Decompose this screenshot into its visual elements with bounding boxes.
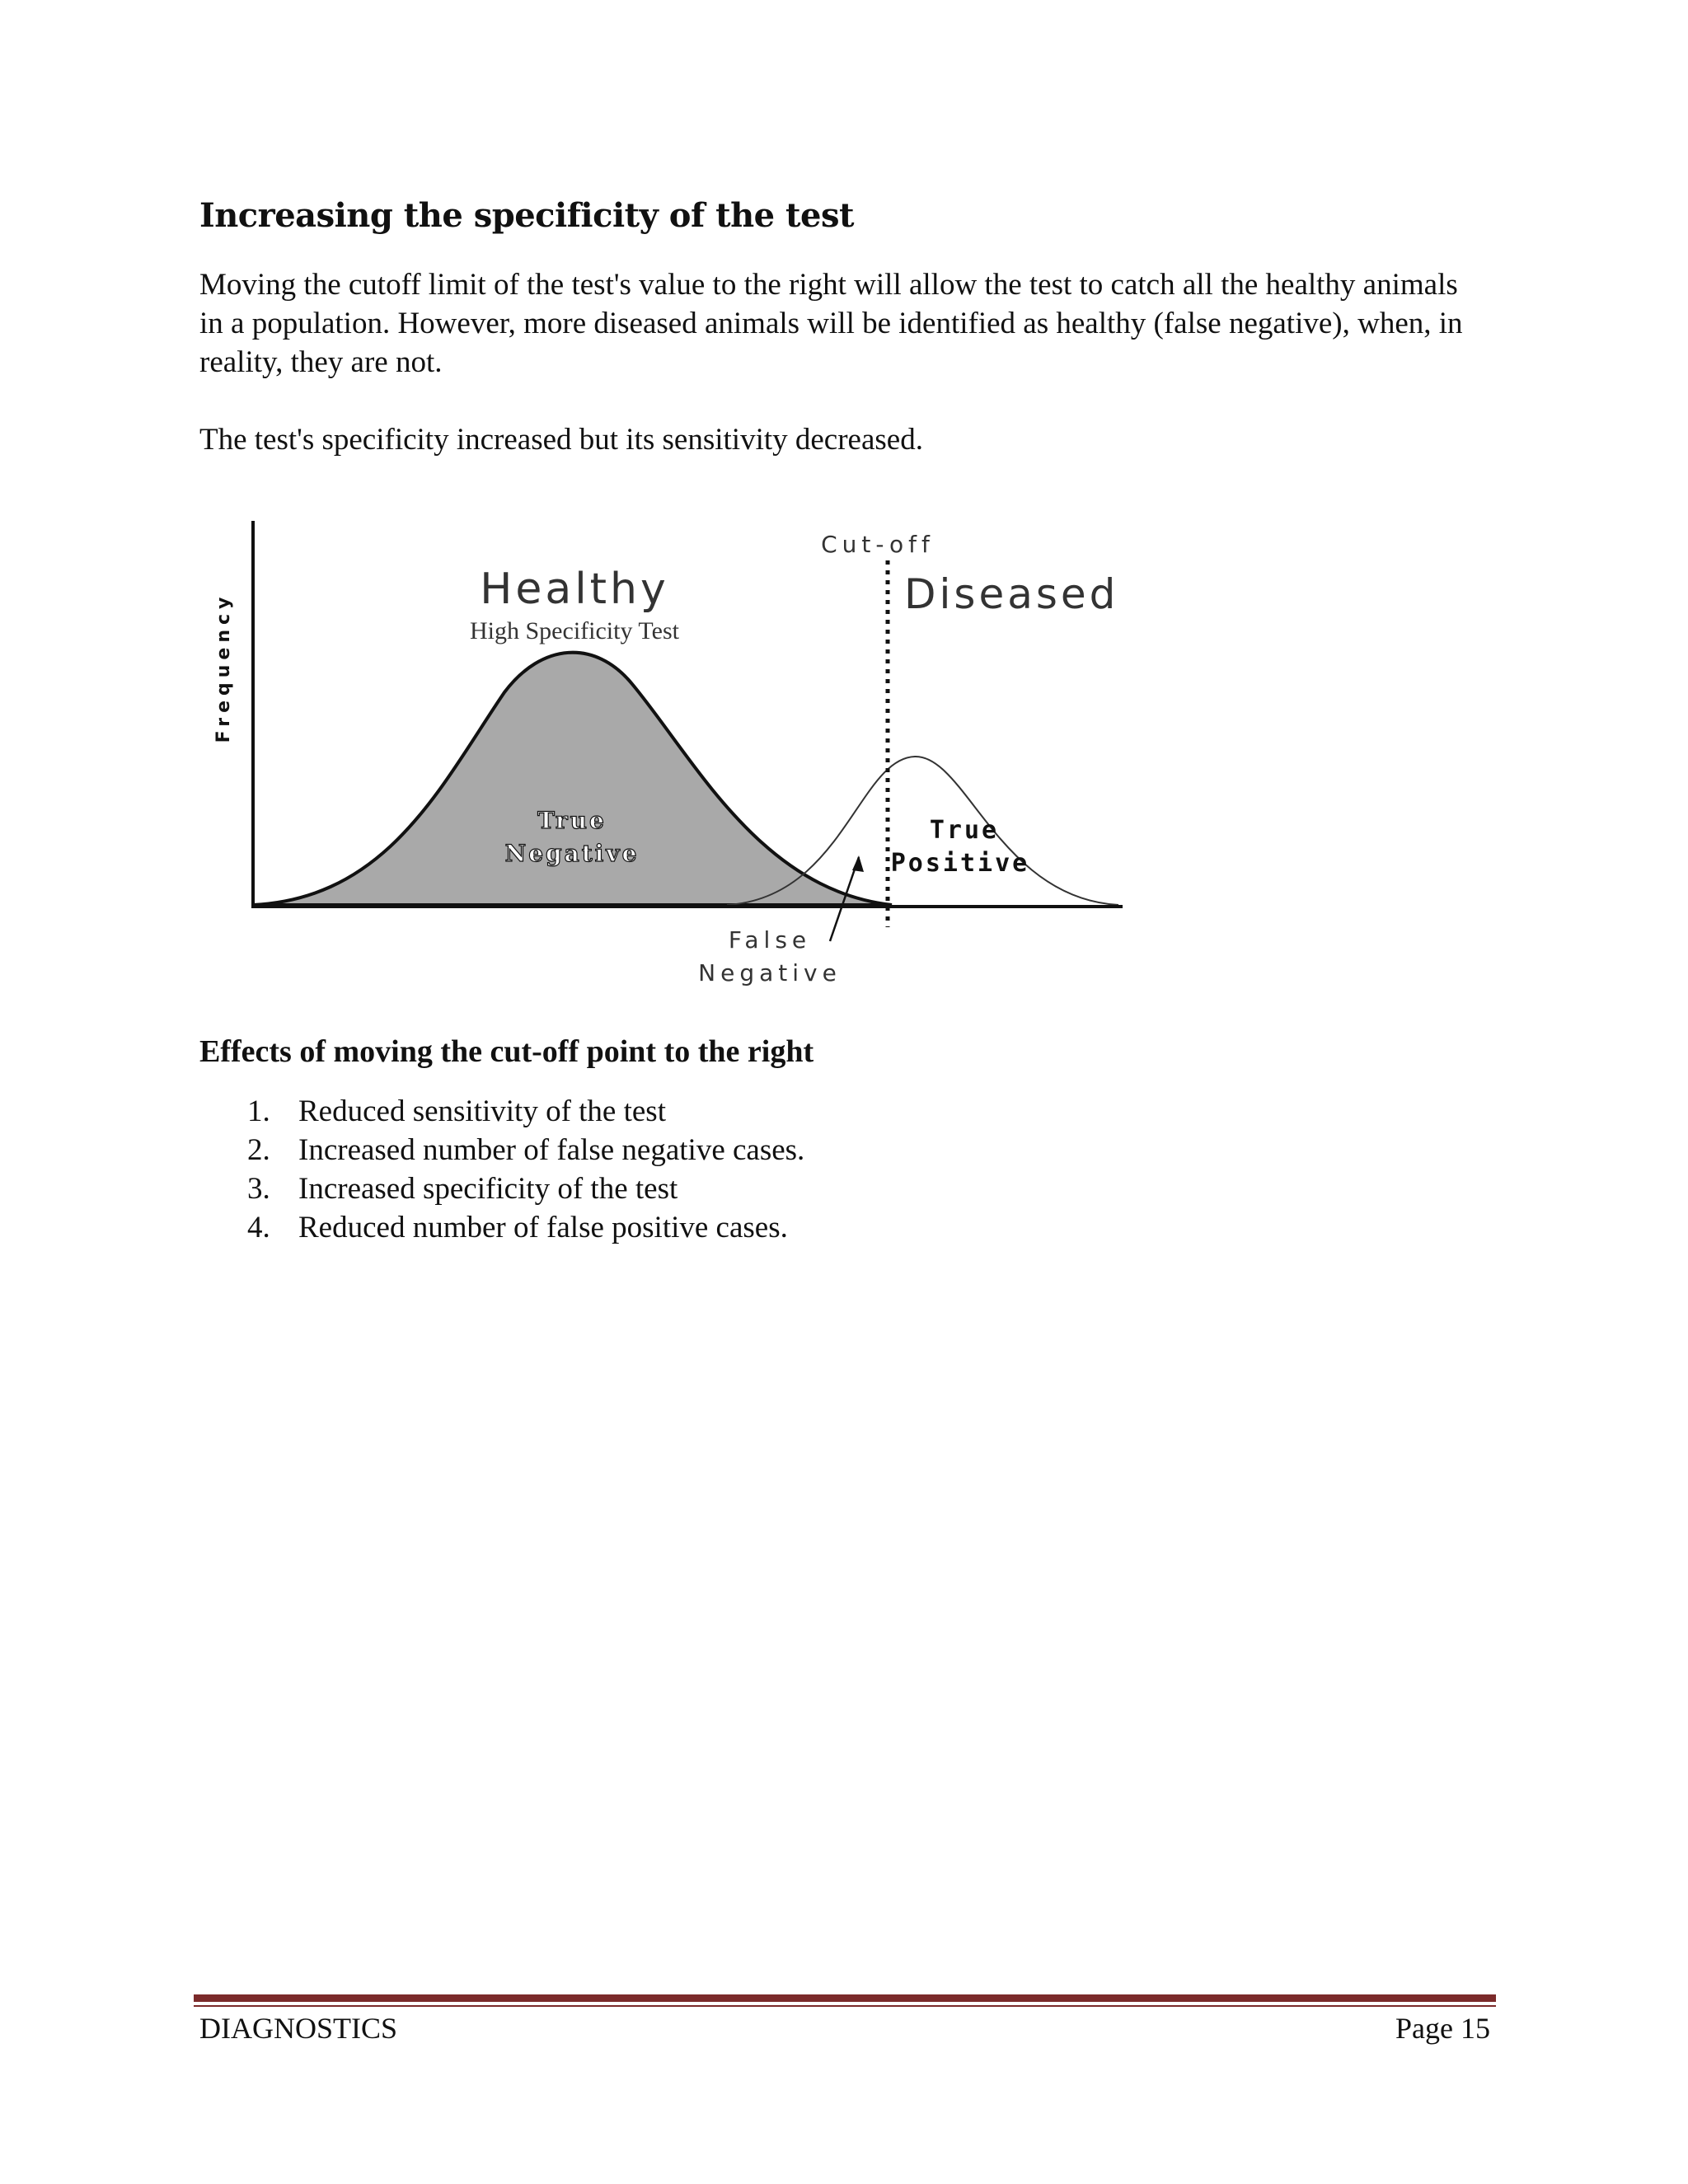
healthy-label: Healthy <box>480 565 669 614</box>
footer-rule-thick <box>194 1994 1496 2002</box>
footer-rule <box>194 1994 1496 2009</box>
list-item-number: 2. <box>247 1133 270 1167</box>
healthy-curve <box>253 653 892 905</box>
footer-rule-thin <box>194 2005 1496 2007</box>
body-paragraph-summary: The test's specificity increased but its sensitivity decreased. <box>199 423 923 457</box>
list-item-number: 1. <box>247 1094 270 1128</box>
list-item-number: 3. <box>247 1172 270 1206</box>
healthy-sublabel: High Specificity Test <box>470 617 679 644</box>
effects-list <box>199 1092 804 1247</box>
body-paragraph: Moving the cutoff limit of the test's value to the right will allow the test to catch all the healthy animals in a population. However, more diseased animals will be identified as healthy (false negative), when, in reality, they are not. <box>199 268 1463 379</box>
list-item <box>199 1131 804 1169</box>
page-number: Page 15 <box>1395 2012 1490 2045</box>
list-item <box>199 1208 804 1247</box>
false-negative-arrowhead <box>852 855 864 872</box>
list-item-text: Reduced sensitivity of the test <box>298 1094 666 1128</box>
section-heading: Increasing the specificity of the test <box>199 196 854 235</box>
diseased-label: Diseased <box>904 570 1119 618</box>
true-negative-label-line1: True <box>537 807 607 834</box>
list-item-text: Reduced number of false positive cases. <box>298 1211 788 1244</box>
true-negative-label-line2: Negative <box>504 840 640 867</box>
specificity-figure <box>199 511 1139 997</box>
y-axis-label: Frequency <box>213 592 234 743</box>
true-positive-label-line2: Positive <box>890 849 1030 878</box>
list-item-text: Increased number of false negative cases. <box>298 1133 805 1167</box>
footer-title: DIAGNOSTICS <box>199 2012 398 2045</box>
true-positive-label-line1: True <box>929 816 1000 845</box>
list-item <box>199 1092 804 1131</box>
list-item-text: Increased specificity of the test <box>298 1172 678 1206</box>
list-item-number: 4. <box>247 1211 270 1244</box>
effects-heading: Effects of moving the cut-off point to the right <box>199 1034 814 1069</box>
false-negative-label-line2: Negative <box>698 959 842 987</box>
false-negative-label-line1: False <box>728 926 812 954</box>
list-item <box>199 1169 804 1208</box>
cutoff-label: Cut-off <box>821 531 935 558</box>
